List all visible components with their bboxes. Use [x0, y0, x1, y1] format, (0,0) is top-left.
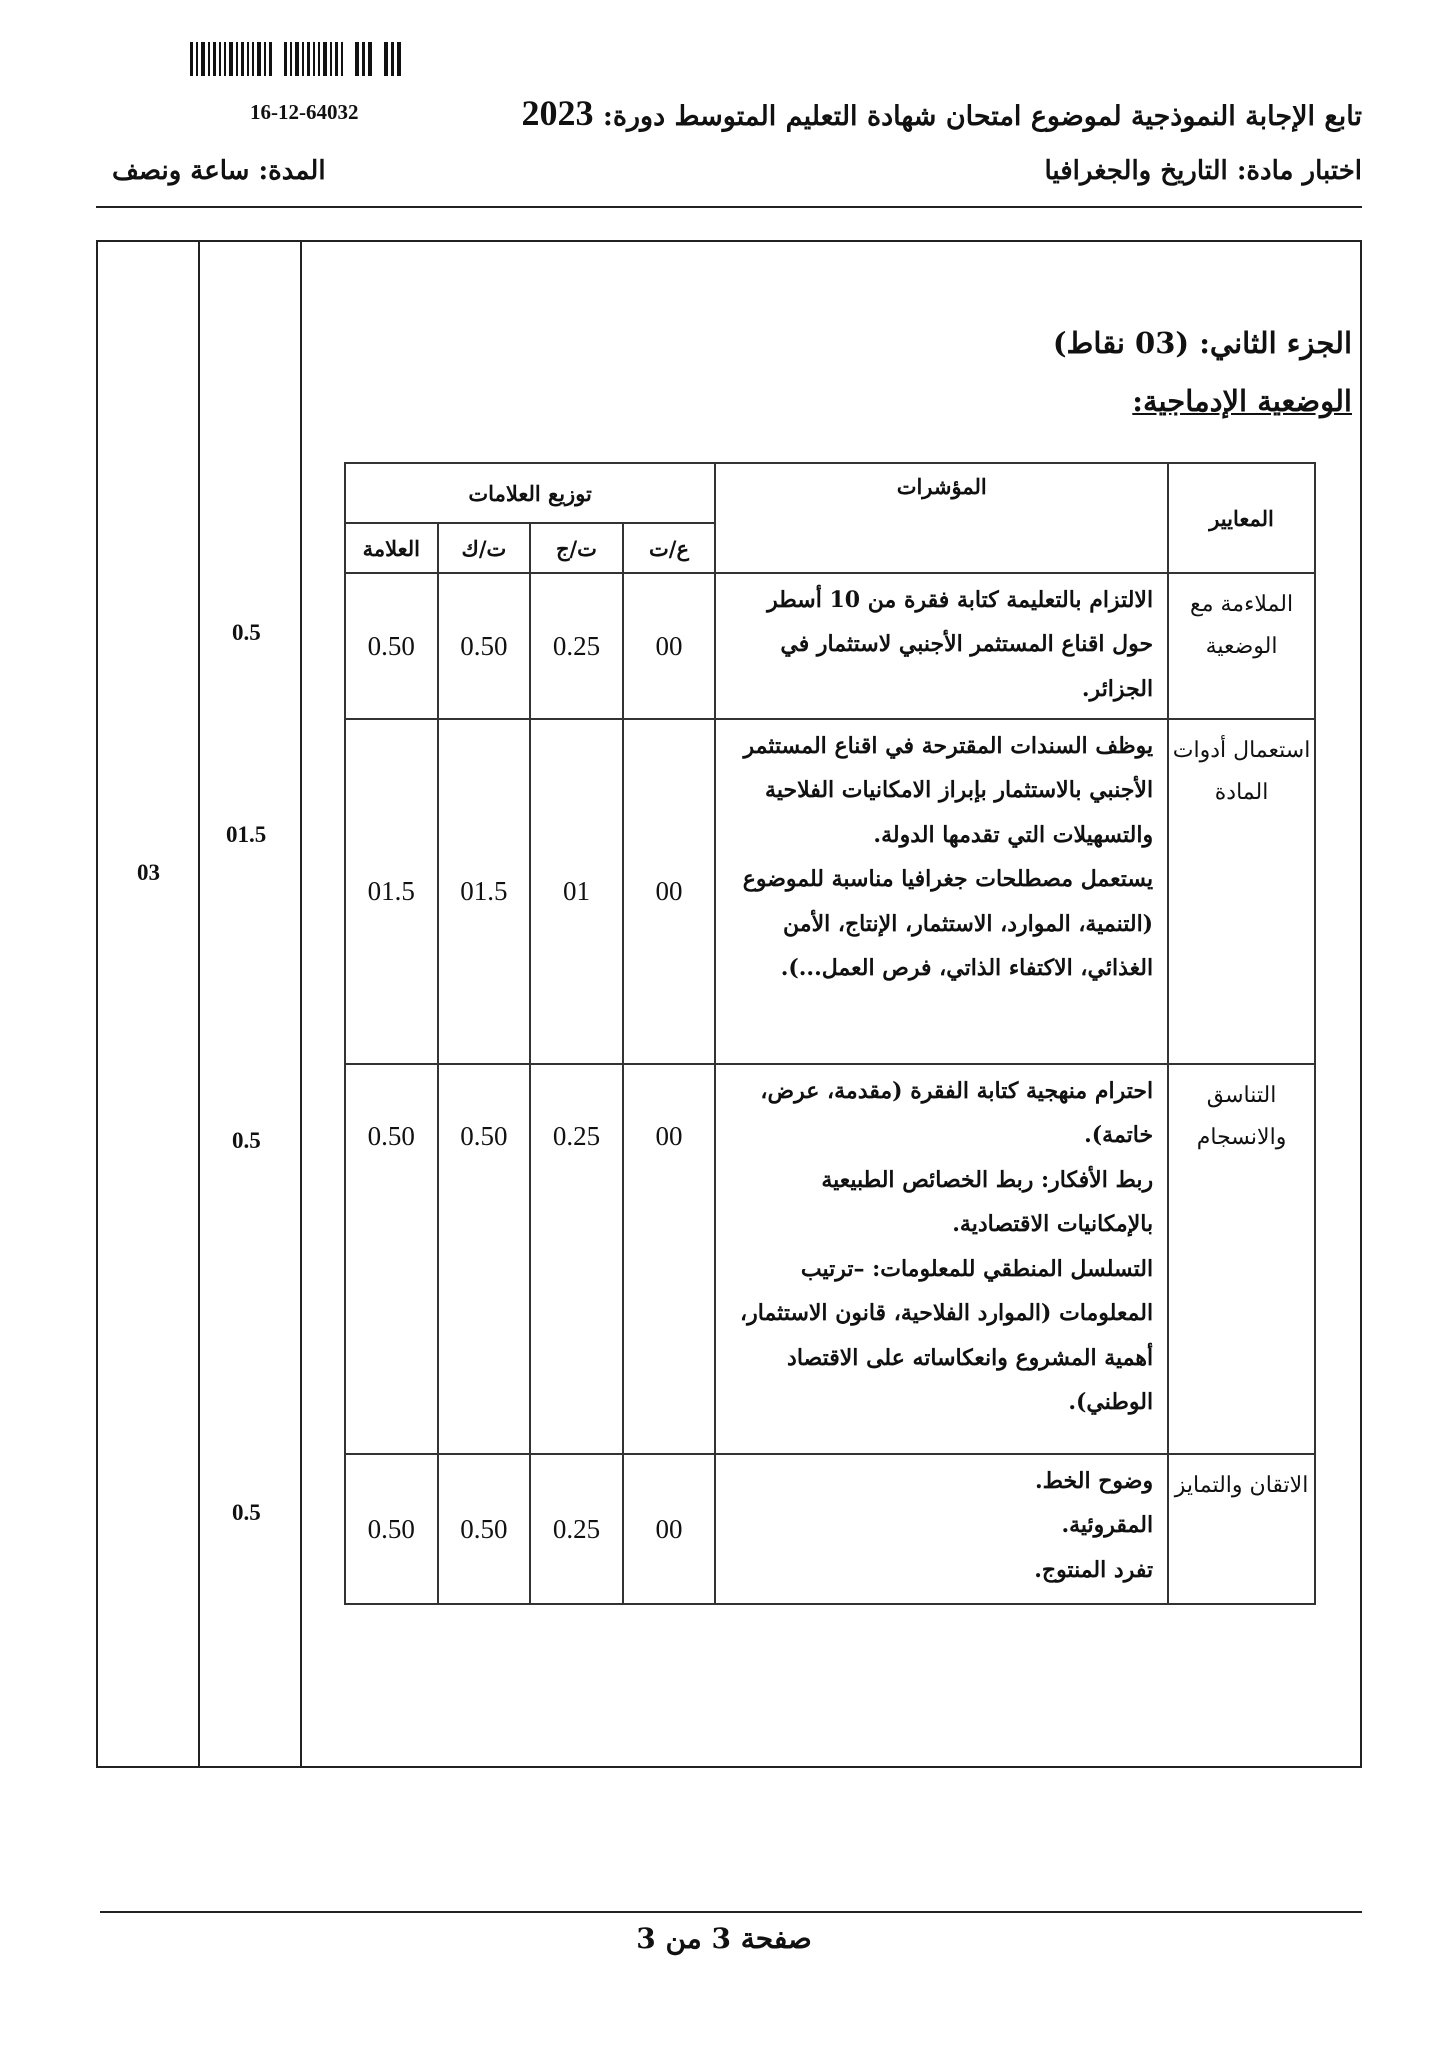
- col-header-1: ع/ت: [623, 523, 716, 573]
- situation-heading: الوضعية الإدماجية:: [1132, 384, 1352, 418]
- table-row: [345, 1454, 1315, 1604]
- criterion-cell: استعمال أدوات المادة: [1168, 719, 1315, 1064]
- row-mark-2: 01.5: [226, 822, 267, 847]
- indicator-line: يستعمل مصطلحات جغرافيا مناسبة للموضوع (التنمية، الموارد، الاستثمار، الإنتاج، الأمن الغذائي، الاكتفاء الذاتي، فرص العمل...).: [742, 866, 1154, 982]
- header-distribution: توزيع العلامات: [345, 463, 715, 523]
- score-cell: 01.5: [438, 719, 531, 1064]
- criterion-cell: التناسق والانسجام: [1168, 1064, 1315, 1454]
- indicator-cell: [715, 1454, 1168, 1604]
- exam-year: 2023: [521, 93, 594, 133]
- score-cell: 0.50: [438, 1454, 531, 1604]
- subject: اختبار مادة: التاريخ والجغرافيا: [1044, 156, 1362, 186]
- duration: المدة: ساعة ونصف: [112, 156, 326, 186]
- score-cell: 0.50: [438, 573, 531, 719]
- indicator-line: الالتزام بالتعليمة كتابة فقرة من 10 أسطر حول اقناع المستثمر الأجنبي لاستثمار في الجزائر.: [767, 587, 1154, 702]
- indicator-line: وضوح الخط.: [1035, 1468, 1154, 1494]
- col-header-3: ت/ك: [438, 523, 531, 573]
- row-mark-3: 0.5: [232, 1128, 261, 1153]
- title-text: تابع الإجابة النموذجية لموضوع امتحان شهادة التعليم المتوسط دورة:: [602, 101, 1362, 132]
- barcode: [190, 42, 455, 76]
- score-cell: 0.25: [530, 573, 623, 719]
- page-number: صفحة 3 من 3: [636, 1922, 812, 1955]
- row-mark-4: 0.5: [232, 1500, 261, 1525]
- grading-table: [344, 462, 1316, 1605]
- criterion-cell: الملاءمة مع الوضعية: [1168, 573, 1315, 719]
- indicator-line: ربط الأفكار: ربط الخصائص الطبيعية بالإمكانيات الاقتصادية.: [821, 1166, 1154, 1238]
- footer-divider: [100, 1911, 1362, 1913]
- table-row: [345, 719, 1315, 1064]
- score-cell: 0.50: [345, 1454, 438, 1604]
- score-cell: 0.50: [345, 573, 438, 719]
- document-code: 16-12-64032: [250, 100, 359, 124]
- criterion-cell: الاتقان والتمايز: [1168, 1454, 1315, 1604]
- indicator-cell: [715, 1064, 1168, 1454]
- score-cell: 00: [623, 719, 716, 1064]
- score-cell: 01.5: [345, 719, 438, 1064]
- table-row: [345, 1064, 1315, 1454]
- score-cell: 00: [623, 1064, 716, 1454]
- page-title: [522, 92, 1363, 134]
- header-divider: [96, 206, 1362, 208]
- score-cell: 00: [623, 573, 716, 719]
- score-cell: 00: [623, 1454, 716, 1604]
- score-cell: 0.25: [530, 1064, 623, 1454]
- indicator-line: المقروئية.: [1061, 1512, 1154, 1539]
- score-cell: 0.25: [530, 1454, 623, 1604]
- row-mark-1: 0.5: [232, 620, 261, 645]
- indicator-cell: [715, 573, 1168, 719]
- part-heading: الجزء الثاني: (03 نقاط): [1052, 326, 1352, 360]
- score-cell: 0.50: [438, 1064, 531, 1454]
- indicator-line: يوظف السندات المقترحة في اقناع المستثمر الأجنبي بالاستثمار بإبراز الامكانيات الفلاحية والتسهيلات التي تقدمها الدولة.: [743, 733, 1154, 848]
- col-header-2: ت/ج: [530, 523, 623, 573]
- frame-divider-total: [198, 240, 200, 1768]
- header-indicators: المؤشرات: [715, 463, 1168, 573]
- total-mark: 03: [137, 860, 160, 885]
- indicator-line: احترام منهجية كتابة الفقرة (مقدمة، عرض، خاتمة).: [760, 1078, 1154, 1149]
- score-cell: 01: [530, 719, 623, 1064]
- indicator-cell: [715, 719, 1168, 1064]
- indicator-line: التسلسل المنطقي للمعلومات: –ترتيب المعلومات (الموارد الفلاحية، قانون الاستثمار، أهمية المشروع وانعكاساته على الاقتصاد الوطني).: [740, 1255, 1154, 1416]
- frame-divider-marks: [300, 240, 302, 1768]
- indicator-line: تفرد المنتوج.: [1034, 1556, 1154, 1583]
- score-cell: 0.50: [345, 1064, 438, 1454]
- col-header-4: العلامة: [345, 523, 438, 573]
- table-row: [345, 573, 1315, 719]
- header-criteria: المعايير: [1168, 463, 1315, 573]
